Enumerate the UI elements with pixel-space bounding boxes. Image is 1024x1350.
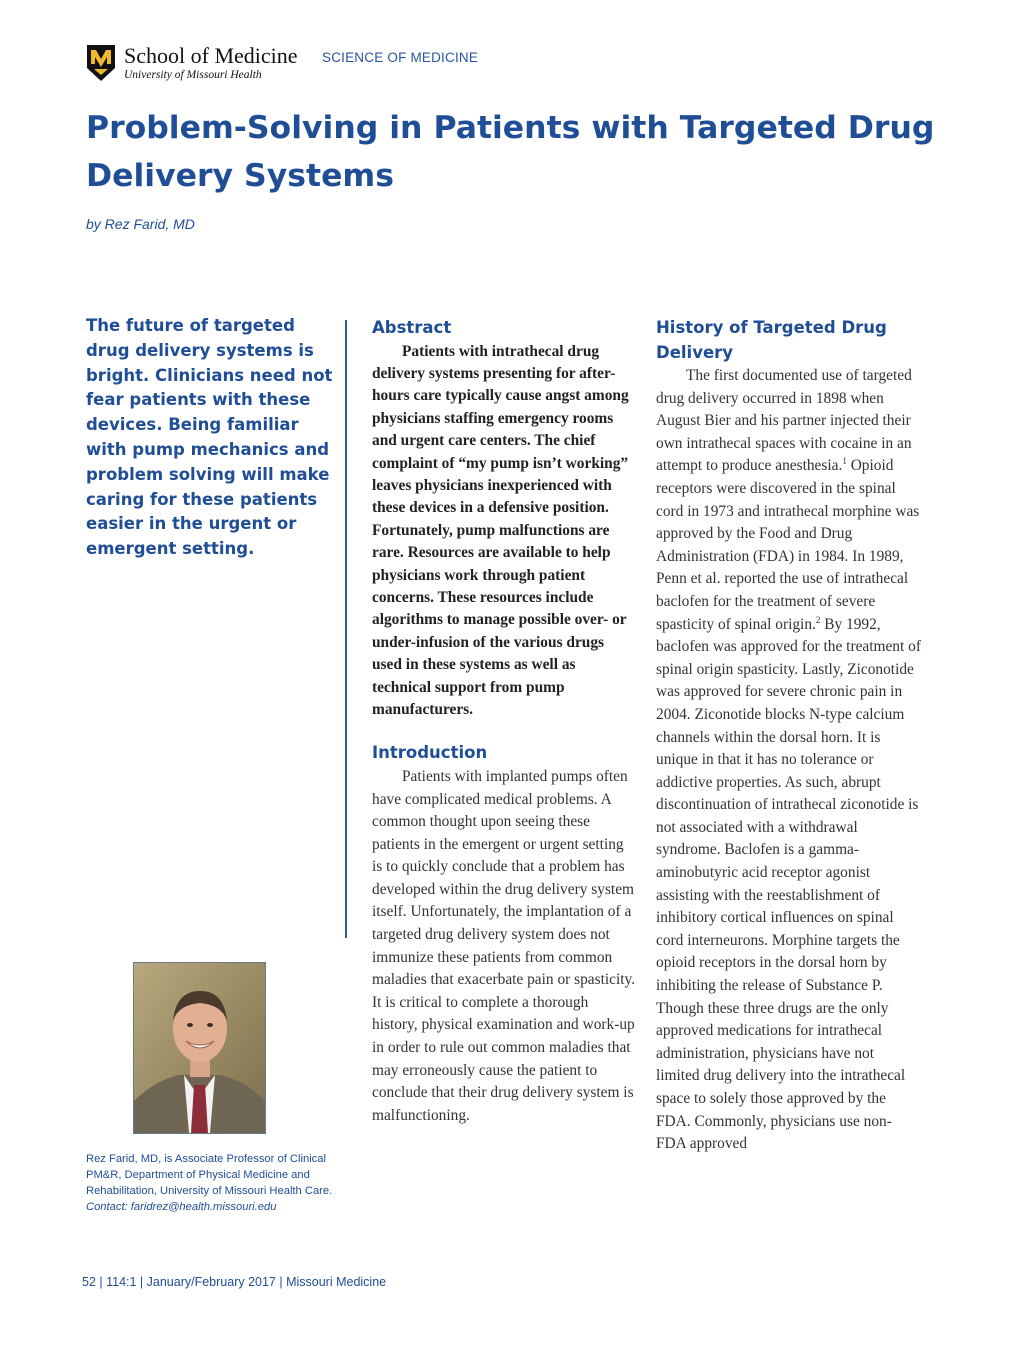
article-byline: by Rez Farid, MD <box>86 216 195 232</box>
page-footer: 52 | 114:1 | January/February 2017 | Missouri Medicine <box>82 1275 387 1289</box>
abstract-text: Patients with intrathecal drug delivery systems presenting for after-hours care typically cause angst among physicians staffing emergency rooms and urgent care centers. The chief complaint of “my pump isn’t working” leaves physicians inexperienced with these devices in a defensive position. Fortunately, pump malfunctions are rare. Resources are available to help physicians work through patient concerns. These resources include algorithms to manage possible over- or under-infusion of the various drugs used in these systems as well as technical support from pump manufacturers. <box>372 342 629 718</box>
author-bio: Rez Farid, MD, is Associate Professor of Clinical PM&R, Department of Physical Medicine and Rehabilitation, University of Missouri Health Care. <box>86 1153 333 1197</box>
logo-university-name: University of Missouri Health <box>124 68 262 81</box>
author-contact: Contact: faridrez@health.missouri.edu <box>86 1201 277 1213</box>
section-label: SCIENCE OF MEDICINE <box>322 50 479 65</box>
school-logo <box>86 42 298 84</box>
author-caption <box>86 1151 336 1215</box>
article-title: Problem-Solving in Patients with Targeted Drug Delivery Systems <box>86 110 935 194</box>
introduction-text: Patients with implanted pumps often have complicated medical problems. A common thought upon seeing these patients in the emergent or urgent setting is to quickly conclude that a problem has developed within the drug delivery system itself. Unfortunately, the implantation of a targeted drug delivery system does not immunize these patients from common maladies that exacerbate pain or spasticity. It is critical to complete a thorough history, physical examination and work-up in order to rule out common maladies that may erroneously cause the patient to conclude that their drug delivery system is malfunctioning. <box>372 767 636 1124</box>
reference-2: 2 <box>815 614 821 625</box>
history-text-part-3: By 1992, baclofen was approved for the treatment of spinal origin spasticity. Lastly, Ziconotide was approved for severe chronic pain in 2004. Ziconotide blocks N-type calcium channels within the dorsal horn. It is unique in that it has no tolerance or addictive properties. As such, abrupt discontinuation of intrathecal ziconotide is not associated with a withdrawal syndrome. Baclofen is a gamma-aminobutyric acid receptor agonist assisting with the reestablishment of inhibitory cortical influences on spinal cord interneurons. Morphine targets the opioid receptors in the dorsal horn by inhibiting the release of Substance P. Though these three drugs are the only approved medications for intrathecal administration, physicians have not limited drug delivery into the intrathecal space to solely those approved by the FDA. Commonly, physicians use non-FDA approved <box>656 615 921 1153</box>
history-text-part-1: The first documented use of targeted drug delivery occurred in 1898 when August Bier and his partner injected their own intrathecal spaces with cocaine in an attempt to produce anesthesia. <box>656 367 912 475</box>
history-heading: History of Targeted Drug Delivery <box>656 318 887 362</box>
history-text-part-2: Opioid receptors were discovered in the spinal cord in 1973 and intrathecal morphine was approved by the Food and Drug Administration (FDA) in 1984. In 1989, Penn et al. reported the use of intrathecal baclofen for the treatment of severe spasticity of spinal origin. <box>656 457 920 633</box>
right-column <box>656 316 921 1156</box>
abstract-heading: Abstract <box>372 318 452 337</box>
column-divider <box>345 320 347 938</box>
logo-school-name: School of Medicine <box>124 42 298 68</box>
mizzou-shield-icon <box>86 44 116 82</box>
author-portrait-icon <box>134 963 265 1133</box>
reference-1: 1 <box>842 456 847 467</box>
author-photo <box>133 962 266 1134</box>
middle-column <box>372 316 637 1127</box>
pull-quote: The future of targeted drug delivery systems is bright. Clinicians need not fear patients with these devices. Being familiar with pump mechanics and problem solving will make caring for these patients easier in the urgent or emergent setting. <box>86 316 333 559</box>
history-text <box>656 365 921 1156</box>
introduction-heading: Introduction <box>372 743 488 763</box>
